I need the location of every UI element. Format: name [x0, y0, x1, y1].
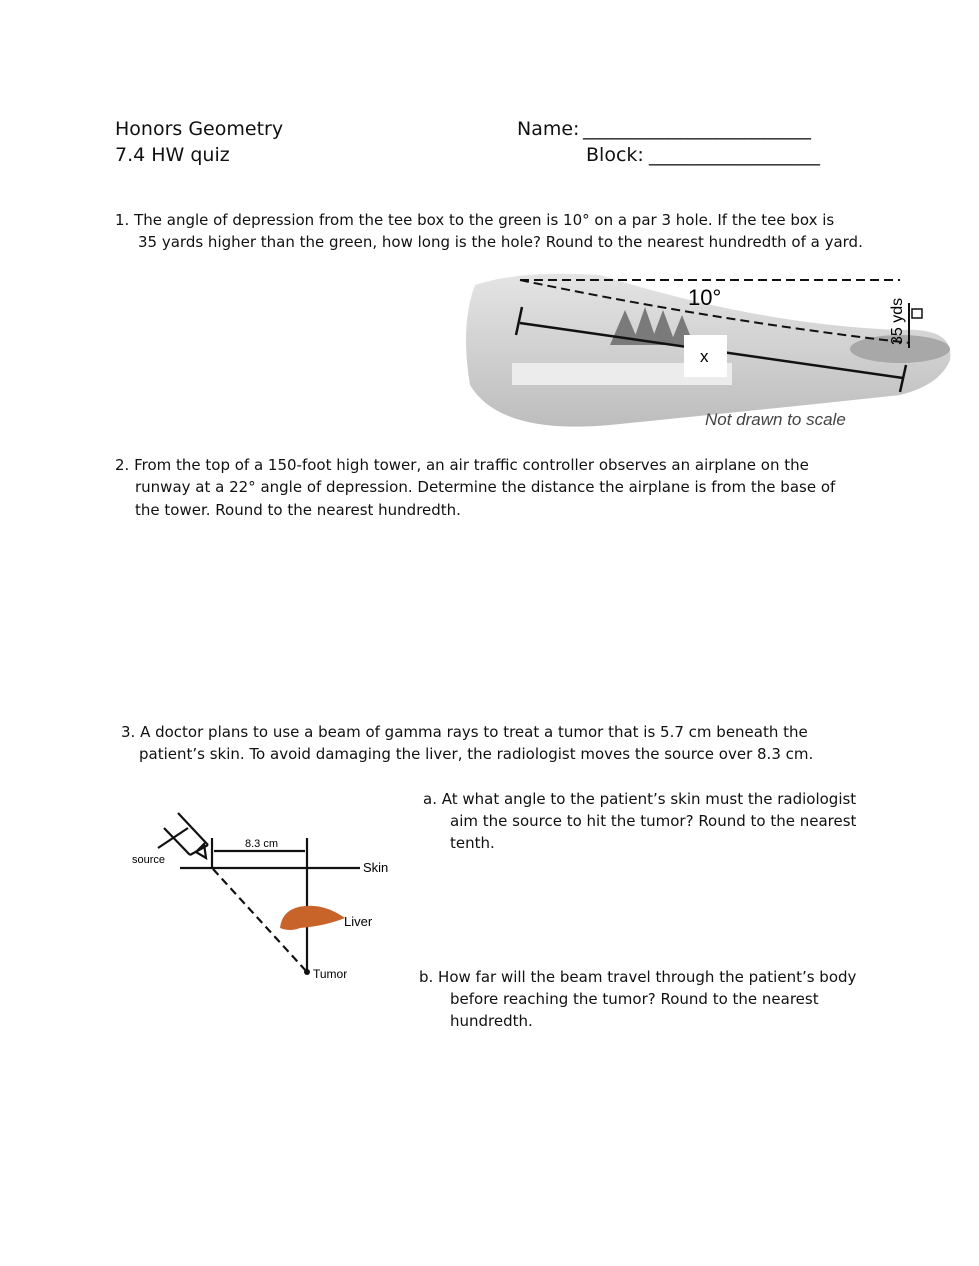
liver-label: Liver — [344, 914, 373, 929]
flag-icon — [912, 309, 922, 318]
liver-icon — [280, 906, 345, 930]
q2-line2: runway at a 22° angle of depression. Determine the distance the airplane is from the base of — [135, 478, 836, 496]
source-label: source — [132, 854, 166, 866]
q3-line2: patient’s skin. To avoid damaging the liver, the radiologist moves the source over 8.3 cm. — [139, 745, 814, 763]
distance-label: 8.3 cm — [245, 838, 279, 850]
q1-line2: 35 yards higher than the green, how long is the hole? Round to the nearest hundredth of a yard. — [138, 233, 863, 251]
name-blank: ________________________ — [583, 118, 811, 140]
name-label: Name: — [517, 118, 580, 140]
q3-line1: 3. A doctor plans to use a beam of gamma rays to treat a tumor that is 5.7 cm beneath the — [121, 723, 808, 741]
q1-line1: 1. The angle of depression from the tee box to the green is 10° on a par 3 hole. If the tee box is — [115, 211, 835, 229]
q3a-line2: aim the source to hit the tumor? Round to the nearest — [450, 812, 857, 830]
radiology-diagram — [120, 800, 400, 990]
block-blank: __________________ — [649, 144, 820, 166]
unknown-label: x — [700, 347, 709, 366]
tumor-label: Tumor — [313, 967, 348, 981]
q3b-line3: hundredth. — [450, 1012, 533, 1030]
q2-line3: the tower. Round to the nearest hundredth. — [135, 501, 461, 519]
block-label: Block: — [586, 144, 644, 166]
q3b-line2: before reaching the tumor? Round to the nearest — [450, 990, 819, 1008]
course-title: Honors Geometry — [115, 118, 284, 140]
angle-label: 10° — [688, 285, 722, 310]
height-label: 35 yds — [889, 297, 906, 345]
q3a-line1: a. At what angle to the patient’s skin must the radiologist — [423, 790, 857, 808]
scale-note: Not drawn to scale — [705, 410, 846, 429]
source-icon — [158, 813, 208, 858]
q3b-line1: b. How far will the beam travel through the patient’s body — [419, 968, 857, 986]
assignment-title: 7.4 HW quiz — [115, 144, 230, 166]
golf-hole-diagram — [460, 265, 960, 440]
skin-label: Skin — [363, 860, 389, 875]
q2-line1: 2. From the top of a 150-foot high tower, an air traffic controller observes an airplane on the — [115, 456, 809, 474]
q3a-line3: tenth. — [450, 834, 495, 852]
